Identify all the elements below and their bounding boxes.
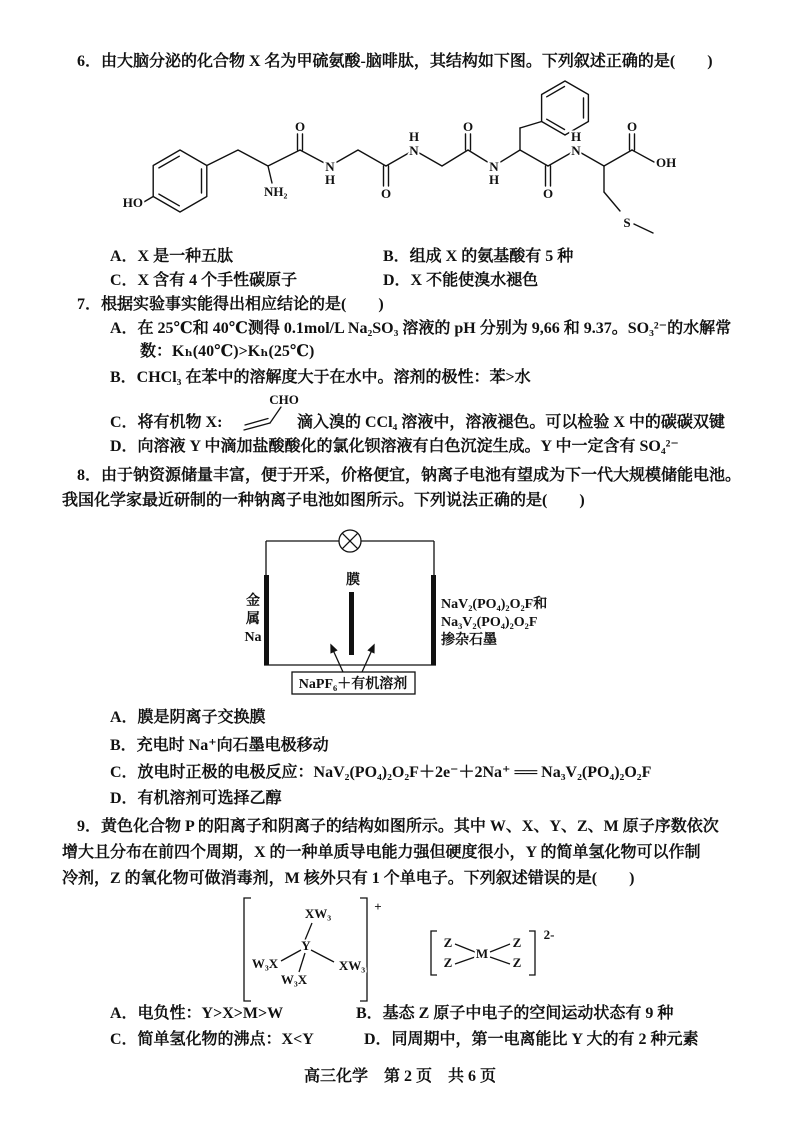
q9-option-d: D．同周期中，第一电离能比 Y 大的有 2 种元素 xyxy=(364,1031,699,1048)
sulfur-label: S xyxy=(623,215,631,230)
carbonyl-o-label: O xyxy=(542,186,554,201)
anion-ligand: Z xyxy=(512,955,522,970)
peptide-backbone xyxy=(207,150,632,166)
amide-n-label: N xyxy=(409,143,419,158)
q8-option-b: B．充电时 Na⁺向石墨电极移动 xyxy=(110,737,329,754)
q9-option-a: A．电负性：Y>X>M>W xyxy=(110,1005,284,1022)
amide-h-label: H xyxy=(570,129,582,144)
phenyl-ring xyxy=(542,81,589,135)
anion-center-atom: M xyxy=(475,946,489,961)
anion-charge: 2- xyxy=(543,927,555,942)
q8-stem-line-1: 8．由于钠资源储量丰富，便于开采，价格便宜，钠离子电池有望成为下一代大规模储能电池。 xyxy=(77,467,742,484)
anion-right-bracket xyxy=(529,931,535,975)
q7c-structure xyxy=(244,407,281,430)
q7-option-a: A．在 25℃和 40℃测得 0.1mol/L Na₂SO₃ 溶液的 pH 分别为 9,66 和 9.37。SO₃²⁻的水解常 xyxy=(110,320,732,337)
anode-label-line: Na xyxy=(244,630,262,645)
carboxyl-oh-label: OH xyxy=(656,155,677,170)
battery-labels xyxy=(244,571,547,692)
q9-stem-line-3: 冷剂，Z 的氧化物可做消毒剂，M 核外只有 1 个单电子。下列叙述错误的是( ) xyxy=(62,870,635,887)
anode-label-line: 金 xyxy=(246,594,260,609)
cation-left-group: W₃X xyxy=(251,956,279,971)
amide-n-label: N xyxy=(325,159,335,174)
q8-option-a: A．膜是阴离子交换膜 xyxy=(110,709,266,726)
q7-option-a-continued: 数：Kₕ(40℃)>Kₕ(25℃) xyxy=(140,343,315,360)
q9-stem-line-1: 9．黄色化合物 P 的阳离子和阴离子的结构如图所示。其中 W、X、Y、Z、M 原子序数依次 xyxy=(77,818,719,835)
membrane xyxy=(349,592,354,655)
q6-stem: 6．由大脑分泌的化合物 X 名为甲硫氨酸-脑啡肽，其结构如下图。下列叙述正确的是( ) xyxy=(77,53,713,70)
q8-option-c: C．放电时正极的电极反应：NaV₂(PO₄)₂O₂F＋2e⁻＋2Na⁺ ══ Na₃V₂(PO₄)₂O₂F xyxy=(110,764,652,781)
q9-cation-labels xyxy=(252,899,382,987)
cation-left-bracket xyxy=(244,898,251,1001)
cathode-label-line: Na₃V₂(PO₄)₂O₂F xyxy=(441,615,538,630)
carbonyl-o-label: O xyxy=(462,119,474,134)
carboxyl-o-label: O xyxy=(626,119,638,134)
q6-option-a: A．X 是一种五肽 xyxy=(110,248,234,265)
carbonyl-o-label: O xyxy=(380,186,392,201)
q7-option-c-suffix: 滴入溴的 CCl₄ 溶液中，溶液褪色。可以检验 X 中的碳碳双键 xyxy=(297,414,725,431)
page-footer: 高三化学 第 2 页 共 6 页 xyxy=(303,1068,496,1085)
cation-center-atom: Y xyxy=(301,938,311,953)
amide-h-label: H xyxy=(488,172,500,187)
anion-ligand: Z xyxy=(512,935,522,950)
cation-right-group: XW₃ xyxy=(338,958,366,973)
amide-n-label: N xyxy=(489,159,499,174)
q7-option-d: D．向溶液 Y 中滴加盐酸酸化的氯化钡溶液有白色沉淀生成。Y 中一定含有 SO₄²⁻ xyxy=(110,438,679,455)
cathode-electrode xyxy=(431,575,436,665)
cathode-label-line: NaV₂(PO₄)₂O₂F和 xyxy=(441,597,548,612)
battery-diagram xyxy=(264,530,436,694)
cation-right-bracket xyxy=(360,898,367,1001)
q9-option-b: B．基态 Z 原子中电子的空间运动状态有 9 种 xyxy=(356,1005,674,1022)
q8-option-d: D．有机溶剂可选择乙醇 xyxy=(110,790,282,807)
amide-n-label: N xyxy=(571,143,581,158)
anion-left-bracket xyxy=(431,931,437,975)
cathode-label-line: 掺杂石墨 xyxy=(441,633,497,648)
q7-option-c-prefix: C．将有机物 X: xyxy=(110,414,223,431)
anode-electrode xyxy=(264,575,269,665)
electrolyte-label: NaPF₆＋有机溶剂 xyxy=(298,677,408,692)
q6-option-d: D．X 不能使溴水褪色 xyxy=(383,272,539,289)
membrane-label: 膜 xyxy=(346,573,360,588)
q9-option-c: C．简单氢化物的沸点：X<Y xyxy=(110,1031,314,1048)
q8-stem-line-2: 我国化学家最近研制的一种钠离子电池如图所示。下列说法正确的是( ) xyxy=(62,492,585,509)
amino-label: NH₂ xyxy=(264,184,288,199)
q9-stem-line-2: 增大且分布在前四个周期，X 的一种单质导电能力强但硬度很小，Y 的简单氢化物可以作制 xyxy=(62,844,701,861)
aldehyde-group-label: CHO xyxy=(269,392,299,407)
cation-top-group: XW₃ xyxy=(304,906,332,921)
cation-bottom-group: W₃X xyxy=(280,972,308,987)
hydroxyl-label: HO xyxy=(122,195,143,210)
q6-structure-labels xyxy=(123,119,676,230)
anion-ligand: Z xyxy=(443,955,453,970)
q7-stem: 7．根据实验事实能得出相应结论的是( ) xyxy=(77,296,384,313)
anode-label-line: 属 xyxy=(246,612,260,627)
q6-option-b: B．组成 X 的氨基酸有 5 种 xyxy=(383,248,574,265)
amide-h-label: H xyxy=(324,172,336,187)
anion-ligand: Z xyxy=(443,935,453,950)
q6-option-c: C．X 含有 4 个手性碳原子 xyxy=(110,272,298,289)
cation-charge: + xyxy=(374,899,382,914)
carbonyl-o-label: O xyxy=(294,119,306,134)
amide-h-label: H xyxy=(408,129,420,144)
phenol-ring xyxy=(153,150,207,212)
q7-option-b: B．CHCl₃ 在苯中的溶解度大于在水中。溶剂的极性：苯>水 xyxy=(110,369,531,386)
